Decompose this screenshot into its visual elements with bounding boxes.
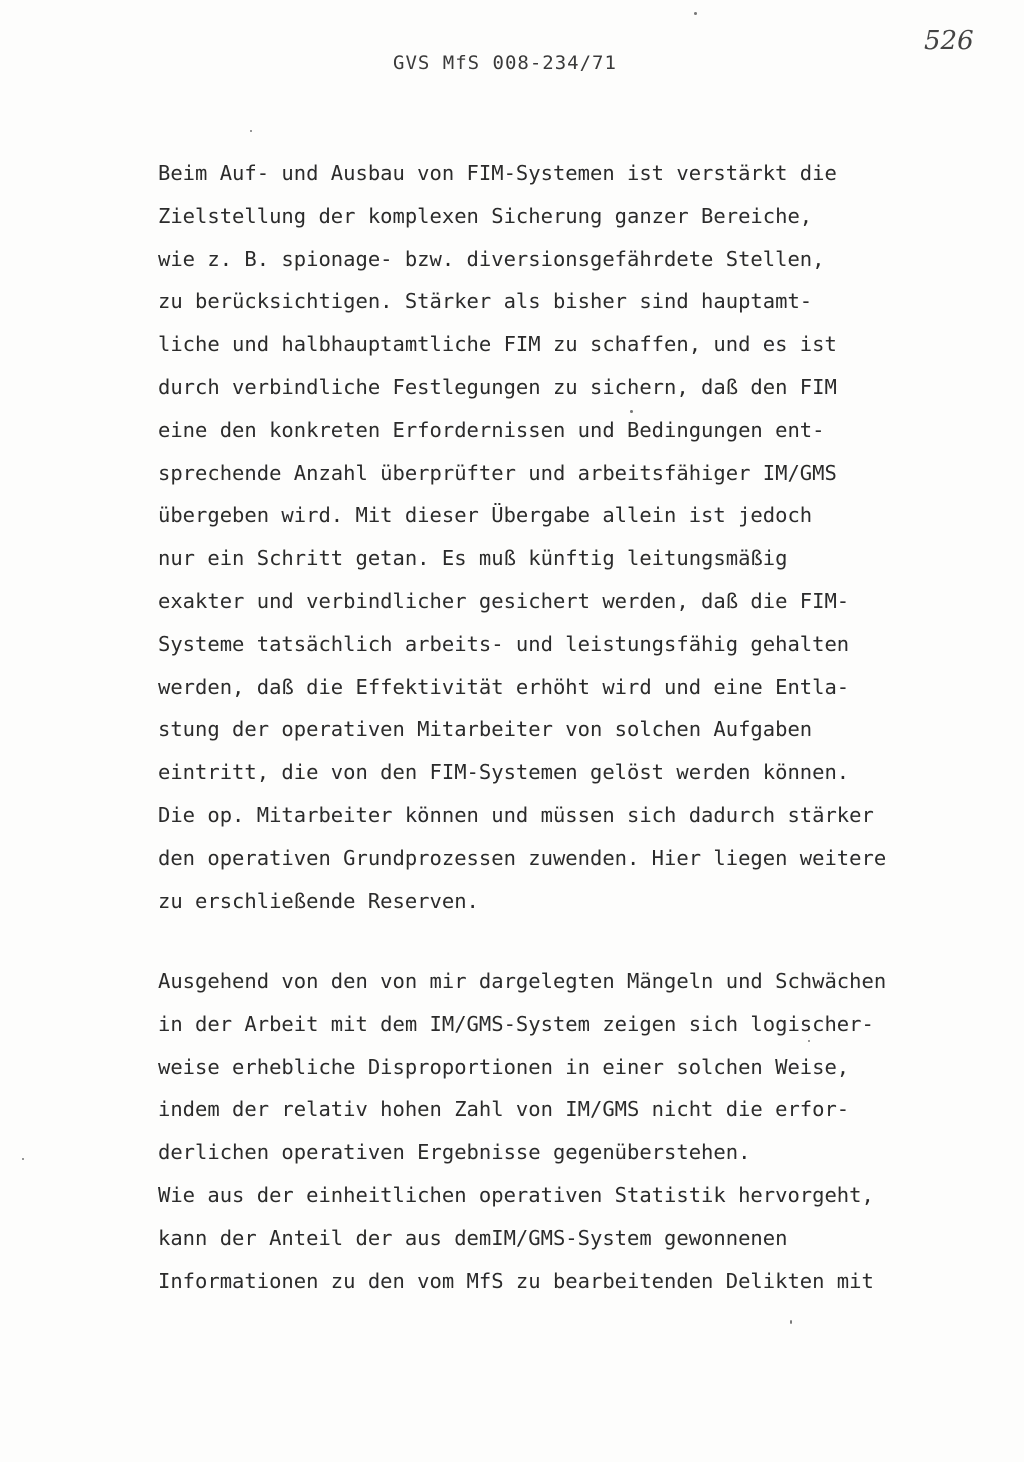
text-line: Ausgehend von den von mir dargelegten Mängeln und Schwächen bbox=[158, 969, 887, 993]
text-line: stung der operativen Mitarbeiter von solchen Aufgaben bbox=[158, 717, 813, 742]
text-line: eintritt, die von den FIM-Systemen gelöst werden können. bbox=[158, 760, 850, 785]
paper-speck bbox=[694, 12, 697, 15]
text-line: liche und halbhauptamtliche FIM zu schaffen, und es ist bbox=[158, 332, 837, 357]
text-line: in der Arbeit mit dem IM/GMS-System zeigen sich logischer- bbox=[158, 1011, 874, 1036]
text-line: übergeben wird. Mit dieser Übergabe allein ist jedoch bbox=[158, 503, 813, 528]
handwritten-page-number: 526 bbox=[924, 26, 974, 56]
text-line: Die op. Mitarbeiter können und müssen sich dadurch stärker bbox=[158, 802, 874, 827]
text-line: sprechende Anzahl überprüfter und arbeitsfähiger IM/GMS bbox=[158, 460, 837, 485]
text-line: Informationen zu den vom MfS zu bearbeitenden Delikten mit bbox=[158, 1268, 874, 1293]
text-line: zu erschließende Reserven. bbox=[158, 888, 479, 913]
paper-speck bbox=[630, 410, 633, 413]
text-line: werden, daß die Effektivität erhöht wird und eine Entla- bbox=[158, 674, 850, 699]
paragraph bbox=[158, 152, 886, 922]
text-line: wie z. B. spionage- bzw. diversionsgefährdete Stellen, bbox=[158, 246, 825, 271]
paper-speck bbox=[250, 130, 252, 132]
text-line: Beim Auf- und Ausbau von FIM-Systemen ist verstärkt die bbox=[158, 161, 837, 185]
paper-speck bbox=[808, 1040, 810, 1042]
text-line: weise erhebliche Disproportionen in einer solchen Weise, bbox=[158, 1054, 850, 1079]
text-line: exakter und verbindlicher gesichert werden, daß die FIM- bbox=[158, 588, 850, 613]
text-line: durch verbindliche Festlegungen zu sichern, daß den FIM bbox=[158, 374, 837, 399]
text-line: nur ein Schritt getan. Es muß künftig leitungsmäßig bbox=[158, 546, 788, 571]
document-reference-header: GVS MfS 008-234/71 bbox=[393, 52, 617, 74]
text-line: derlichen operativen Ergebnisse gegenüberstehen. bbox=[158, 1140, 751, 1165]
paper-speck bbox=[22, 1158, 24, 1160]
text-line: zu berücksichtigen. Stärker als bisher sind hauptamt- bbox=[158, 289, 813, 314]
text-line: Systeme tatsächlich arbeits- und leistungsfähig gehalten bbox=[158, 631, 850, 656]
text-line: Wie aus der einheitlichen operativen Statistik hervorgeht, bbox=[158, 1182, 874, 1207]
paper-speck bbox=[790, 1320, 792, 1324]
paragraph bbox=[158, 960, 886, 1302]
text-line: kann der Anteil der aus demIM/GMS-System gewonnenen bbox=[158, 1225, 788, 1250]
text-line: eine den konkreten Erfordernissen und Bedingungen ent- bbox=[158, 417, 825, 442]
text-line: den operativen Grundprozessen zuwenden. Hier liegen weitere bbox=[158, 845, 887, 870]
text-line: Zielstellung der komplexen Sicherung ganzer Bereiche, bbox=[158, 203, 813, 228]
text-line: indem der relativ hohen Zahl von IM/GMS nicht die erfor- bbox=[158, 1097, 850, 1122]
